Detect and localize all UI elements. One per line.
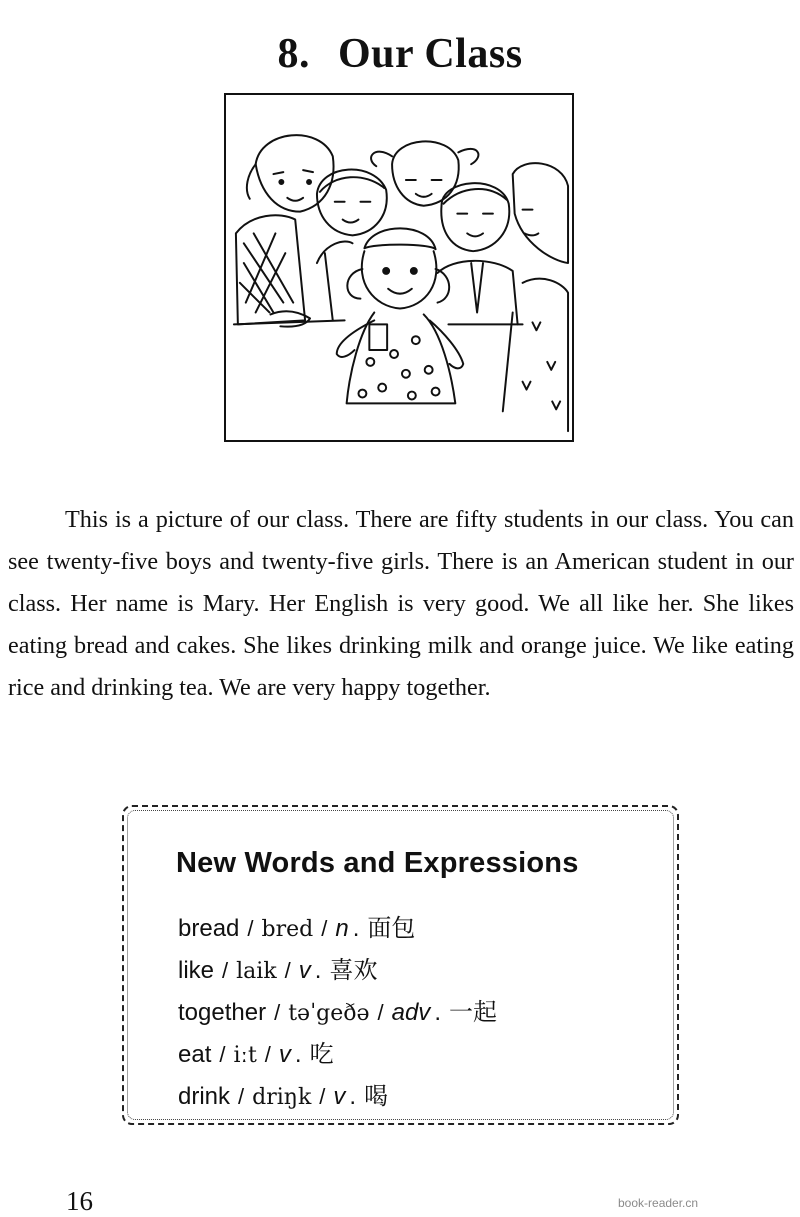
vocab-phonetic: təˈgeðə — [288, 1001, 370, 1026]
vocab-pos: v — [298, 957, 311, 984]
vocab-item-bread: bread / bred / n . 面包 — [178, 914, 416, 942]
lesson-title: Our Class — [337, 31, 523, 78]
vocab-word: bread — [178, 915, 240, 942]
vocabulary-list — [178, 907, 497, 1117]
vocab-pos: v — [333, 1083, 346, 1110]
class-illustration — [224, 93, 574, 442]
vocab-pos: n — [335, 915, 349, 942]
vocab-phonetic: driŋk — [252, 1085, 312, 1110]
vocab-word: like — [178, 957, 215, 984]
vocab-meaning: 一起 — [448, 998, 497, 1026]
vocabulary-box — [122, 805, 679, 1125]
vocab-pos: adv — [391, 999, 431, 1026]
vocab-pos: v — [278, 1041, 291, 1068]
vocab-meaning: 面包 — [367, 914, 416, 942]
vocab-word: eat — [178, 1041, 212, 1068]
lesson-number: 8. — [277, 31, 310, 78]
vocab-phonetic: laik — [236, 959, 277, 984]
page-title — [0, 30, 800, 78]
vocab-item-drink: drink / driŋk / v . 喝 — [178, 1082, 389, 1110]
watermark: book-reader.cn — [618, 1196, 699, 1210]
vocab-item-together: together / təˈgeðə / adv . 一起 — [178, 998, 497, 1026]
vocab-word: together — [178, 999, 267, 1026]
page-number: 16 — [66, 1186, 93, 1216]
vocab-phonetic: iːt — [233, 1043, 257, 1068]
vocab-phonetic: bred — [261, 917, 314, 942]
reading-passage: This is a picture of our class. There are fifty students in our class. You can see twenty-five boys and twenty-five girls. There is an American student in our class. Her name is Mary. Her English is very good. We all like her. She likes eating bread and cakes. She likes drinking milk and orange juice. We like eating rice and drinking tea. We are very happy together. — [8, 506, 794, 701]
vocabulary-heading: New Words and Expressions — [176, 847, 579, 879]
vocab-item-like: like / laik / v . 喜欢 — [178, 956, 378, 984]
vocab-word: drink — [178, 1083, 231, 1110]
students-drawing — [226, 95, 572, 440]
vocab-item-eat: eat / iːt / v . 吃 — [178, 1040, 334, 1068]
vocab-meaning: 喝 — [364, 1082, 389, 1110]
vocab-meaning: 喜欢 — [329, 956, 378, 984]
vocab-meaning: 吃 — [309, 1040, 334, 1068]
